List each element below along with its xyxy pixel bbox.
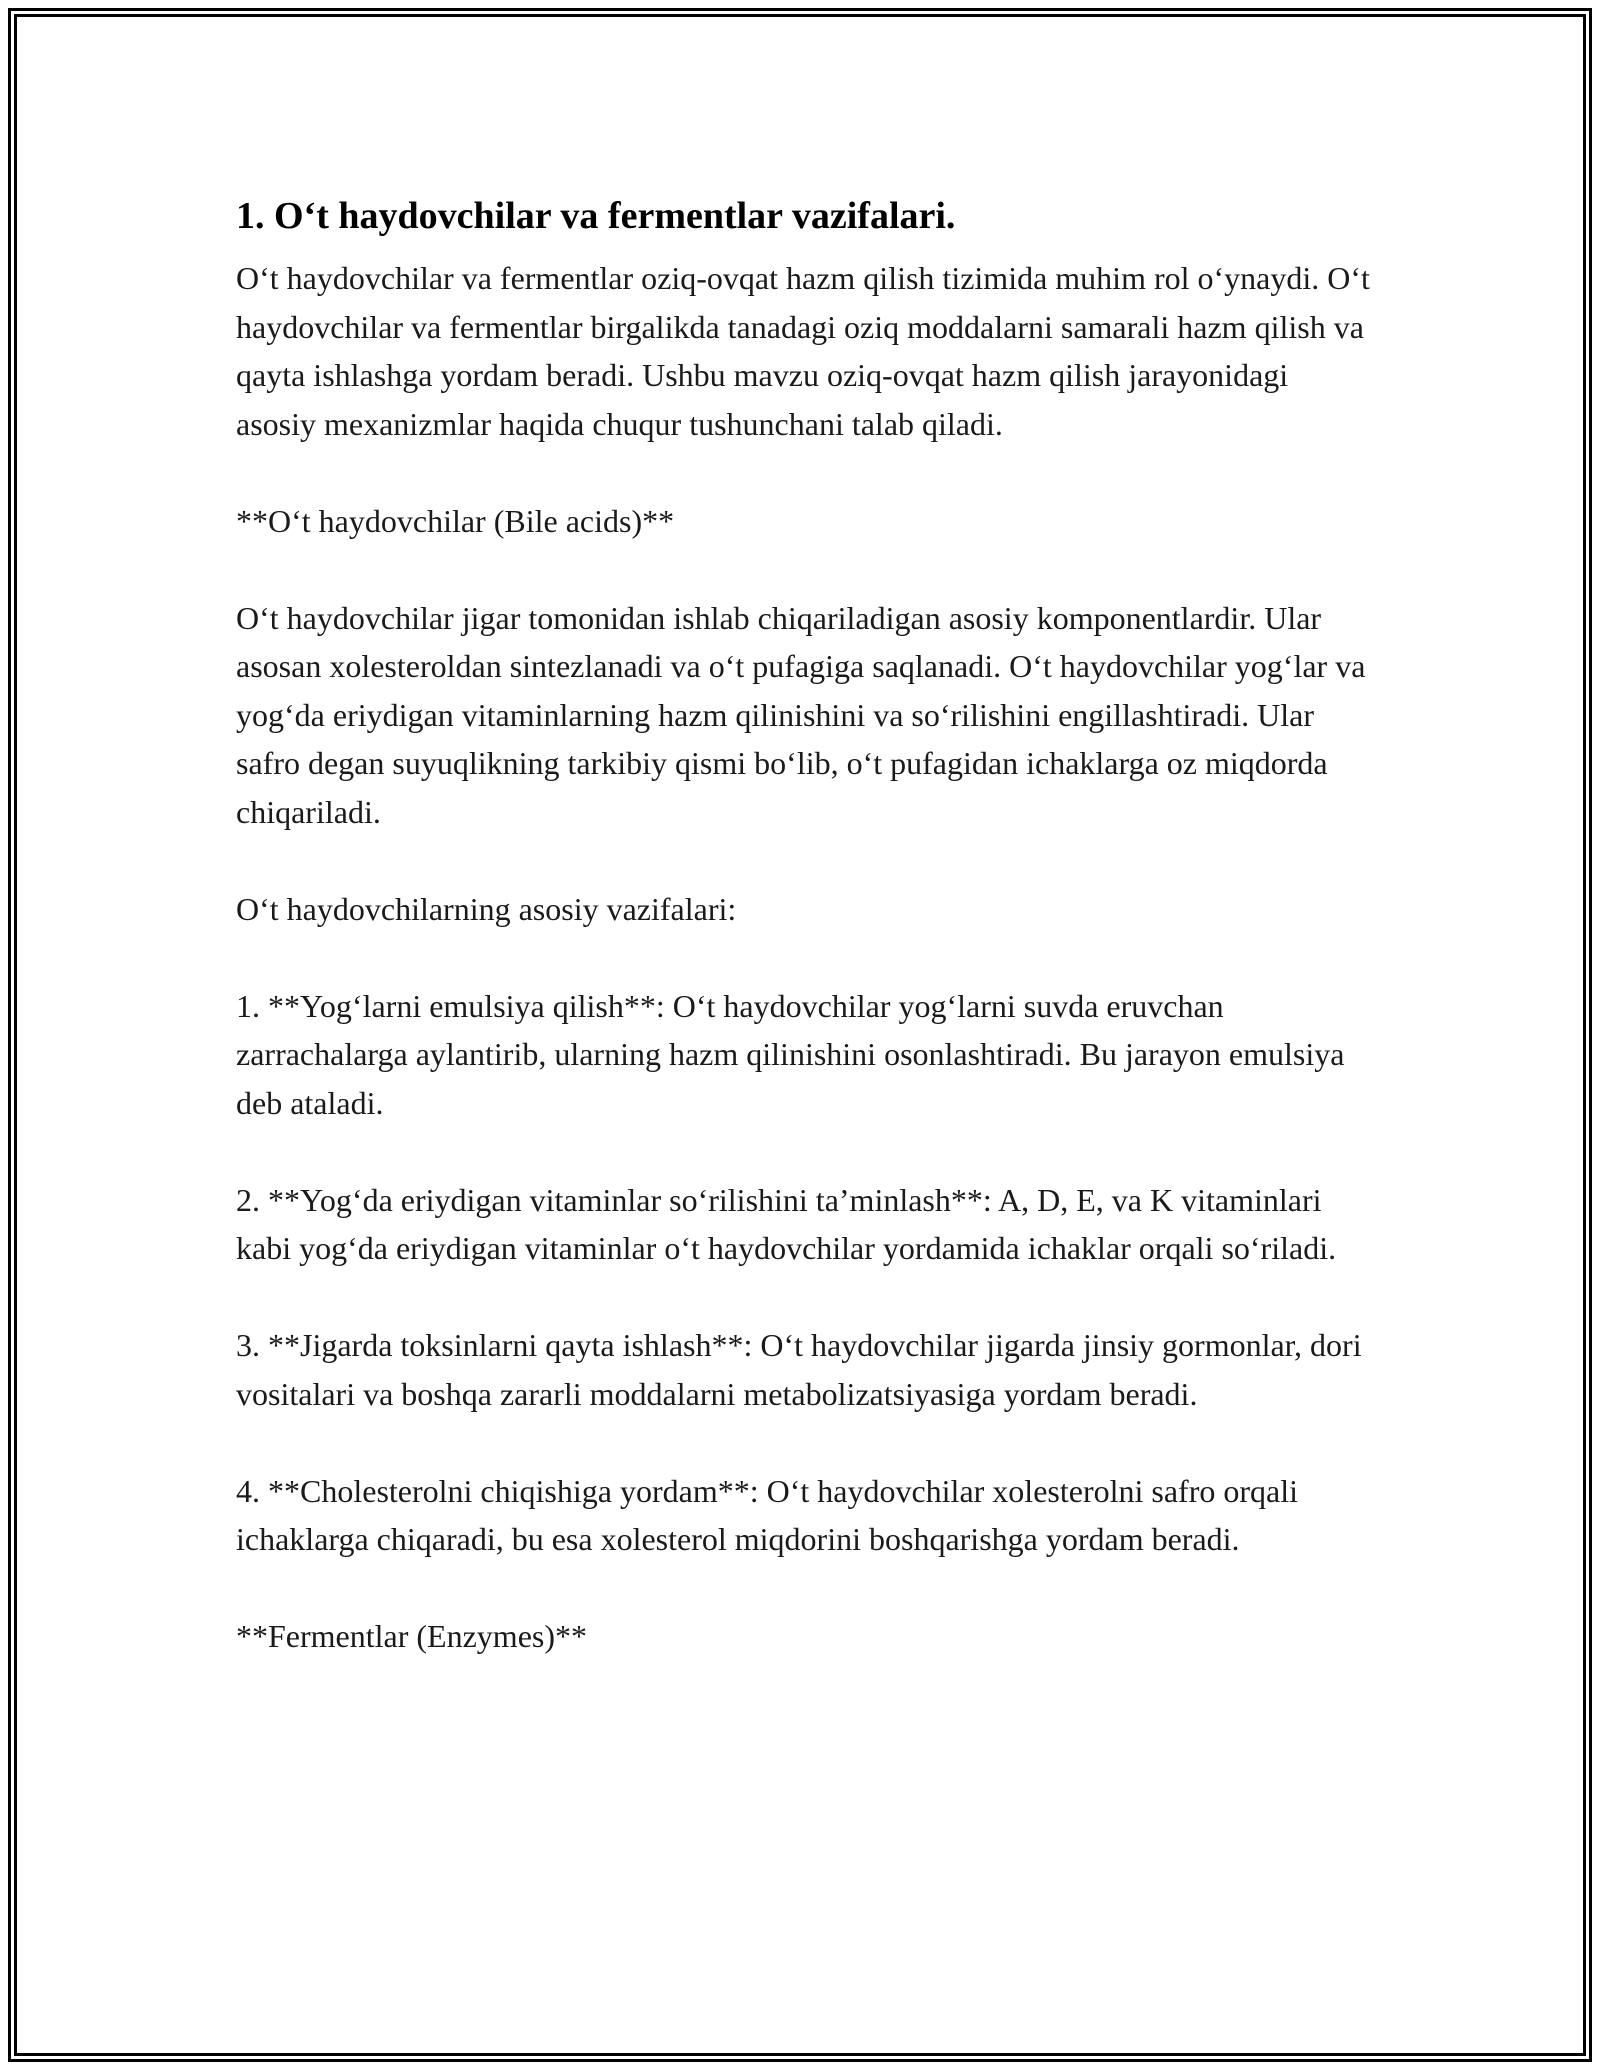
spacer — [236, 836, 1376, 885]
function-item-3: 3. **Jigarda toksinlarni qayta ishlash**: O‘t haydovchilar jigarda jinsiy gormonlar, dori vositalari va boshqa zararli moddalarni metabolizatsiyasiga yordam beradi. — [236, 1327, 1362, 1412]
spacer — [236, 933, 1376, 982]
enzymes-heading: **Fermentlar (Enzymes)** — [236, 1618, 587, 1654]
function-item-2: 2. **Yog‘da eriydigan vitaminlar so‘rilishini ta’minlash**: A, D, E, va K vitaminlari kabi yog‘da eriydigan vitaminlar o‘t haydovchilar yordamida ichaklar orqali so‘riladi. — [236, 1181, 1337, 1266]
functions-heading: O‘t haydovchilarning asosiy vazifalari: — [236, 890, 737, 927]
spacer — [236, 1127, 1376, 1176]
spacer — [236, 448, 1376, 497]
function-item-4: 4. **Cholesterolni chiqishiga yordam**: O‘t haydovchilar xolesterolni safro orqali ichaklarga chiqaradi, bu esa xolesterol miqdorini boshqarishga yordam beradi. — [236, 1472, 1298, 1557]
spacer — [236, 1273, 1376, 1322]
spacer — [236, 1418, 1376, 1467]
spacer — [236, 242, 1376, 254]
spacer — [236, 1564, 1376, 1613]
bile-acids-paragraph: O‘t haydovchilar jigar tomonidan ishlab chiqariladigan asosiy komponentlardir. Ular asosan xolesteroldan sintezlanadi va o‘t pufagiga saqlanadi. O‘t haydovchilar yog‘lar va yog‘da eriydigan vitaminlarning hazm qilinishini va so‘rilishini engillashtiradi. Ular safro degan suyuqlikning tarkibiy qismi bo‘lib, o‘t pufagidan ichaklarga oz miqdorda chiqariladi. — [236, 599, 1366, 830]
function-item-1: 1. **Yog‘larni emulsiya qilish**: O‘t haydovchilar yog‘larni suvda eruvchan zarrachalarga aylantirib, ularning hazm qilinishini osonlashtiradi. Bu jarayon emulsiya deb ataladi. — [236, 987, 1345, 1121]
document-title: 1. O‘t haydovchilar va fermentlar vazifalari. — [236, 195, 956, 237]
bile-acids-heading: **O‘t haydovchilar (Bile acids)** — [236, 502, 675, 539]
spacer — [236, 545, 1376, 594]
intro-paragraph: O‘t haydovchilar va fermentlar oziq-ovqat hazm qilish tizimida muhim rol o‘ynaydi. O‘t haydovchilar va fermentlar birgalikda tanadagi oziq moddalarni samarali hazm qilish va qayta ishlashga yordam beradi. Ushbu mavzu oziq-ovqat hazm qilish jarayonidagi asosiy mexanizmlar haqida chuqur tushunchani talab qiladi. — [236, 260, 1370, 442]
document-body — [236, 190, 1376, 1661]
